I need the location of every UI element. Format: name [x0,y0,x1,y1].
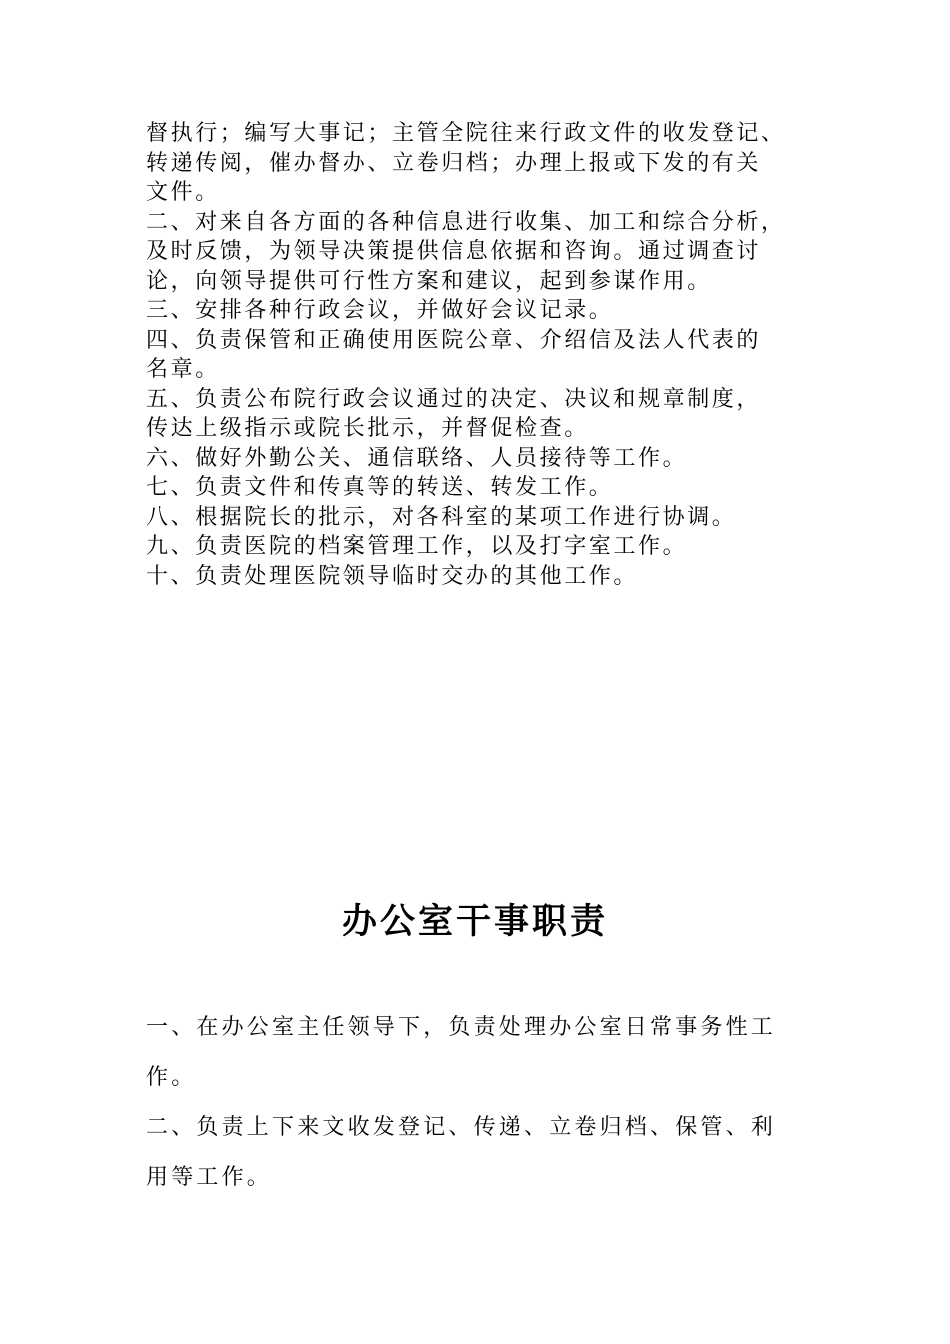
text-line: 二、对来自各方面的各种信息进行收集、加工和综合分析， [146,209,786,235]
text-line: 三、安排各种行政会议，并做好会议记录。 [146,298,614,323]
text-line: 文件。 [146,180,220,205]
officer-duties-list [146,1003,826,1203]
text-line: 名章。 [146,357,220,382]
text-line: 督执行；编写大事记；主管全院往来行政文件的收发登记、 [146,121,786,146]
text-line: 传达上级指示或院长批示，并督促检查。 [146,416,589,441]
text-line: 六、做好外勤公关、通信联络、人员接待等工作。 [146,445,688,471]
text-line: 一、在办公室主任领导下，负责处理办公室日常事务性工 [146,1015,777,1040]
text-line: 十、负责处理医院领导临时交办的其他工作。 [146,563,639,589]
text-line: 二、负责上下来文收发登记、传递、立卷归档、保管、利 [146,1115,777,1140]
duties-list-continued [146,119,826,591]
text-line: 论，向领导提供可行性方案和建议，起到参谋作用。 [146,268,712,294]
text-line: 四、负责保管和正确使用医院公章、介绍信及法人代表的 [146,327,762,353]
text-line: 五、负责公布院行政会议通过的决定、决议和规章制度， [146,386,762,412]
text-line: 八、根据院长的批示，对各科室的某项工作进行协调。 [146,504,737,530]
text-line: 及时反馈，为领导决策提供信息依据和咨询。通过调查讨 [146,239,762,264]
text-line: 用等工作。 [146,1165,273,1190]
section-title: 办公室干事职责 [341,901,608,942]
text-line: 九、负责医院的档案管理工作，以及打字室工作。 [146,534,688,559]
text-line: 作。 [146,1065,197,1090]
text-line: 转递传阅，催办督办、立卷归档；办理上报或下发的有关 [146,150,762,176]
text-line: 七、负责文件和传真等的转送、转发工作。 [146,475,614,500]
